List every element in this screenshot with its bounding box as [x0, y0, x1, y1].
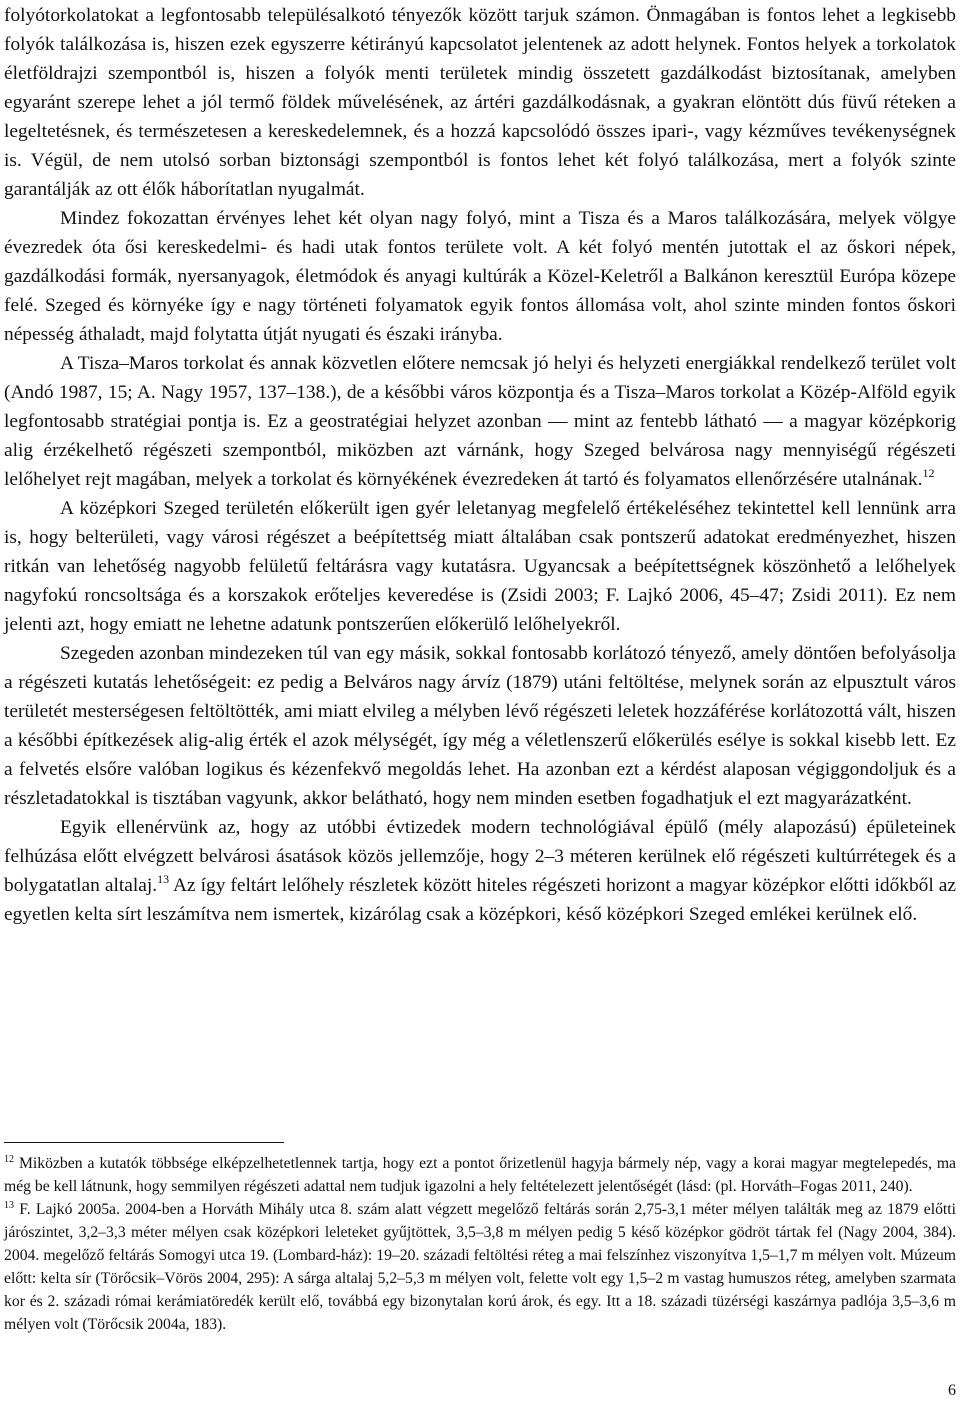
paragraph-text: Egyik ellenérvünk az, hogy az utóbbi évtizedek modern technológiával épülő (mély alapozású) épületeinek felhúzása előtt elvégzett belvárosi ásatások közös jellemzője, hogy 2–3 méteren kerülnek elő régészeti kultúrrétegek és a bolygatatlan altalaj. — [4, 817, 956, 896]
body-paragraph: Mindez fokozattan érvényes lehet két olyan nagy folyó, mint a Tisza és a Maros találkozására, melyek völgye évezredek óta ősi kereskedelmi- és hadi utak fontos területe volt. A két folyó mentén jutottak el az őskori népek, gazdálkodási formák, nyersanyagok, életmódok és anyagi kultúrák a Közel-Keletről a Balkánon keresztül Európa közepe felé. Szeged és környéke így e nagy történeti folyamatok egyik fontos állomása volt, ahol szinte minden fontos őskori népesség áthaladt, majd folytatta útját nyugati és északi irányba. — [4, 208, 956, 345]
footnote-text: F. Lajkó 2005a. 2004-ben a Horváth Mihály utca 8. szám alatt végzett megelőző feltárás során 2,75-3,1 méter mélyen találták meg az 1879 előtti járószintet, 3,2–3,3 méter mélyen csak középkori leleteket gyűjtöttek, 3,5–3,8 m mélyen pedig 5 késő középkor gödröt tártak fel (Nagy 2004, 384). 2004. megelőző feltárás Somogyi utca 19. (Lombard-ház): 19–20. századi feltöltési réteg a mai felszínhez viszonyítva 1,5–1,7 m mélyen volt. Múzeum előtt: kelta sír (Törőcsik–Vörös 2004, 295): A sárga altalaj 5,2–5,3 m mélyen volt, felette volt egy 1,5–2 m vastag humuszos réteg, amelyben szarmata kor és 2. századi római kerámiatöredék került elő, továbbá egy bizonytalan korú árok, és egy. Itt a 18. századi tüzérségi kaszárnya padlója 3,5–3,6 m mélyen volt (Törőcsik 2004a, 183). — [4, 1201, 956, 1333]
footnote-ref-12[interactable]: 12 — [922, 466, 935, 480]
body-paragraph — [4, 813, 956, 929]
body-paragraph — [4, 349, 956, 494]
footnote-separator — [4, 1142, 284, 1143]
body-paragraph: A középkori Szeged területén előkerült igen gyér leletanyag megfelelő értékeléséhez tekintettel kell lennünk arra is, hogy belterületi, vagy városi régészet a beépítettség miatt általában csak pontszerű adatokat eredményezhet, hiszen ritkán van lehetőség nagyobb felületű feltárásra vagy kutatásra. Ugyancsak a beépítettségnek köszönhető a lelőhelyek nagyfokú roncsoltsága és a korszakok erőteljes keveredése is (Zsidi 2003; F. Lajkó 2006, 45–47; Zsidi 2011). Ez nem jelenti azt, hogy emiatt ne lehetne adatunk pontszerűen előkerülő lelőhelyekről. — [4, 498, 956, 635]
paragraph-text: Az így feltárt lelőhely részletek között hiteles régészeti horizont a magyar középkor előtti időkből az egyetlen kelta sírt leszámítva nem ismertek, kizárólag csak a középkori, késő középkori Szeged emlékei kerülnek elő. — [4, 875, 956, 925]
footnote-number: 12 — [4, 1154, 14, 1165]
footnote-text: Miközben a kutatók többsége elképzelhetetlennek tartja, hogy ezt a pontot őrizetlenül hagyja bármely nép, vagy a korai magyar megtelepedés, ma még be kell látnunk, hogy semmilyen régészeti adattal nem tudjuk igazolni a hely feltételezett jelentőségét (lásd: (pl. Horváth–Fogas 2011, 240). — [4, 1155, 957, 1195]
footnote-13 — [4, 1198, 956, 1336]
footnote-12 — [4, 1152, 956, 1198]
footnote-number: 13 — [4, 1200, 14, 1211]
body-paragraph: Szegeden azonban mindezeken túl van egy másik, sokkal fontosabb korlátozó tényező, amely döntően befolyásolja a régészeti kutatás lehetőségeit: ez pedig a Belváros nagy árvíz (1879) utáni feltöltése, melynek során az elpusztult város területét mesterségesen feltöltötték, ami miatt elvileg a mélyben lévő régészeti leletek hozzáférése korlátozottá vált, hiszen a későbbi építkezések alig-alig érték el azok mélységét, így még a véletlenszerű előkerülés esélye is sokkal kisebb lett. Ez a felvetés elsőre valóban logikus és kézenfekvő megoldás lehet. Ha azonban ezt a kérdést alaposan végiggondoljuk és a részletadatokkal is tisztában vagyunk, akkor belátható, hogy nem minden esetben fogadhatjuk el ezt magyarázatként. — [4, 643, 956, 809]
footnotes — [4, 1152, 956, 1336]
paragraph-text: A Tisza–Maros torkolat és annak közvetlen előtere nemcsak jó helyi és helyzeti energiákkal rendelkező terület volt (Andó 1987, 15; A. Nagy 1957, 137–138.), de a későbbi város központja és a Tisza–Maros torkolat a Közép-Alföld egyik legfontosabb stratégiai pontja is. Ez a geostratégiai helyzet azonban — mint az fentebb látható — a magyar középkorig alig érzékelhető régészeti szempontból, miközben azt várnánk, hogy Szeged belvárosa nagy mennyiségű régészeti lelőhelyet rejt magában, melyek a torkolat és környékének évezredeken át tartó és folyamatos ellenőrzésére utalnának. — [4, 353, 956, 490]
page-number: 6 — [948, 1382, 956, 1399]
footnote-ref-13[interactable]: 13 — [157, 872, 170, 886]
body-paragraph: folyótorkolatokat a legfontosabb településalkotó tényezők között tarjuk számon. Önmagában is fontos lehet a legkisebb folyók találkozása is, hiszen ezek egyszerre kétirányú kapcsolatot jelentenek az adott helynek. Fontos helyek a torkolatok életföldrajzi szempontból is, hiszen a folyók menti területek mindig összetett gazdálkodást biztosítanak, amelyben egyaránt szerepe lehet a jól termő földek művelésének, az ártéri gazdálkodásnak, a gyakran elöntött dús füvű réteken a legeltetésnek, és természetesen a kereskedelemnek, és a hozzá kapcsolódó összes ipari-, vagy kézműves tevékenységnek is. Végül, de nem utolsó sorban biztonsági szempontból is fontos lehet két folyó találkozása, mert a folyók szinte garantálják az ott élők háborítatlan nyugalmát. — [4, 5, 956, 200]
page-body — [4, 0, 956, 929]
